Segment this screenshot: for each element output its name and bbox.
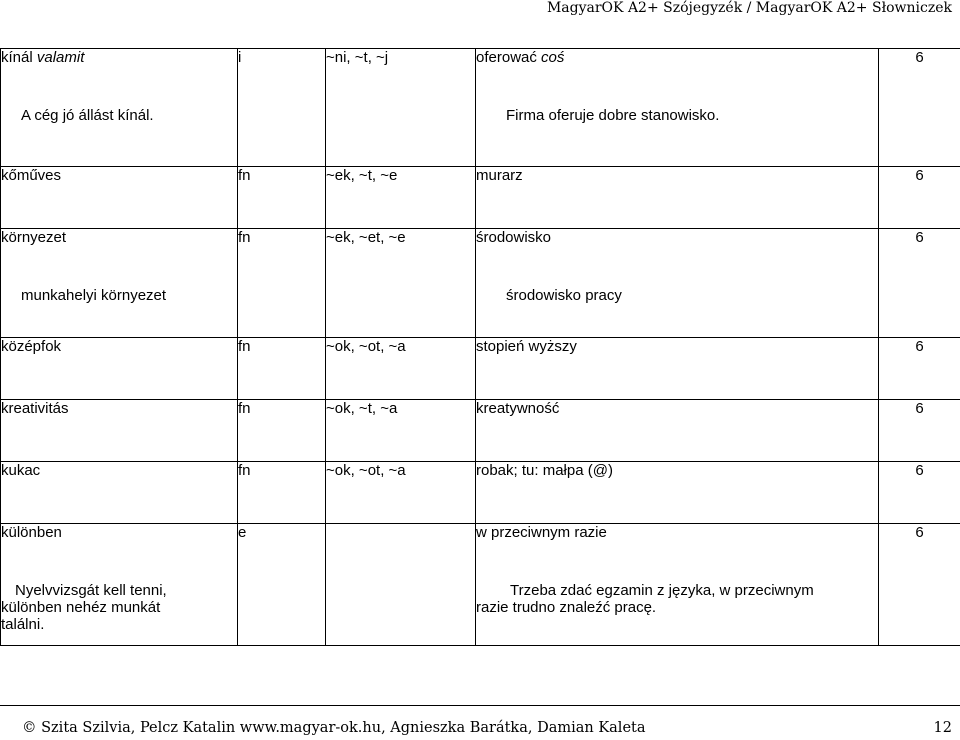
pos-cell: i	[238, 49, 326, 167]
vocab-row	[1, 229, 960, 338]
headword-cell: kreativitás	[1, 400, 238, 462]
example-hu: A cég jó állást kínál.	[21, 107, 154, 124]
example-pl-line: Trzeba zdać egzamin z języka, w przeciwnym	[510, 582, 814, 599]
chapter-number: 6	[879, 338, 960, 400]
forms-cell: ~ek, ~et, ~e	[326, 229, 476, 338]
example-hu: munkahelyi környezet	[21, 287, 167, 304]
example-hu-line: különben nehéz munkát	[1, 599, 161, 616]
forms-cell: ~ni, ~t, ~j	[326, 49, 476, 167]
headword: különben	[1, 524, 62, 541]
page-number: 12	[933, 720, 952, 736]
example-pl: Firma oferuje dobre stanowisko.	[506, 107, 720, 124]
forms-cell: ~ek, ~t, ~e	[326, 167, 476, 229]
translation: w przeciwnym razie	[476, 524, 607, 541]
pos-cell: fn	[238, 400, 326, 462]
pos-cell: fn	[238, 167, 326, 229]
example-hu-line: találni.	[1, 616, 45, 633]
headword-cell	[1, 229, 238, 338]
example-pl-line: razie trudno znaleźć pracę.	[476, 599, 657, 616]
translation-cell	[476, 524, 879, 646]
chapter-number: 6	[879, 400, 960, 462]
translation-cell	[476, 229, 879, 338]
headword-cell	[1, 524, 238, 646]
example-hu-line: Nyelvvizsgát kell tenni,	[15, 582, 167, 599]
chapter-number: 6	[879, 167, 960, 229]
chapter-number: 6	[879, 462, 960, 524]
translation-cell: robak; tu: małpa (@)	[476, 462, 879, 524]
translation: środowisko	[476, 229, 552, 246]
footer-credits: © Szita Szilvia, Pelcz Katalin www.magyar-ok.hu, Agnieszka Barátka, Damian Kaleta	[22, 720, 646, 736]
vocab-row	[1, 338, 960, 400]
translation-cell	[476, 49, 879, 167]
forms-cell: ~ok, ~t, ~a	[326, 400, 476, 462]
chapter-number: 6	[879, 524, 960, 646]
chapter-number: 6	[879, 229, 960, 338]
translation-cell: kreatywność	[476, 400, 879, 462]
headword-cell: középfok	[1, 338, 238, 400]
page-footer	[0, 705, 960, 736]
vocab-row	[1, 524, 960, 646]
pos-cell: fn	[238, 338, 326, 400]
vocabulary-table	[0, 48, 960, 646]
pos-cell: e	[238, 524, 326, 646]
forms-cell: ~ok, ~ot, ~a	[326, 462, 476, 524]
chapter-number: 6	[879, 49, 960, 167]
forms-cell	[326, 524, 476, 646]
forms-cell: ~ok, ~ot, ~a	[326, 338, 476, 400]
vocab-row	[1, 400, 960, 462]
translation-object: coś	[541, 49, 565, 66]
vocab-row	[1, 462, 960, 524]
headword-object: valamit	[36, 49, 85, 66]
headword-cell: kőműves	[1, 167, 238, 229]
pos-cell: fn	[238, 229, 326, 338]
headword: kínál	[1, 49, 33, 66]
translation: oferować	[476, 49, 537, 66]
vocab-row	[1, 167, 960, 229]
page-header: MagyarOK A2+ Szójegyzék / MagyarOK A2+ Słowniczek	[546, 0, 952, 16]
vocab-row	[1, 49, 960, 167]
headword-cell: kukac	[1, 462, 238, 524]
translation-cell: murarz	[476, 167, 879, 229]
headword-cell	[1, 49, 238, 167]
translation-cell: stopień wyższy	[476, 338, 879, 400]
pos-cell: fn	[238, 462, 326, 524]
headword: környezet	[1, 229, 67, 246]
example-pl: środowisko pracy	[506, 287, 622, 304]
